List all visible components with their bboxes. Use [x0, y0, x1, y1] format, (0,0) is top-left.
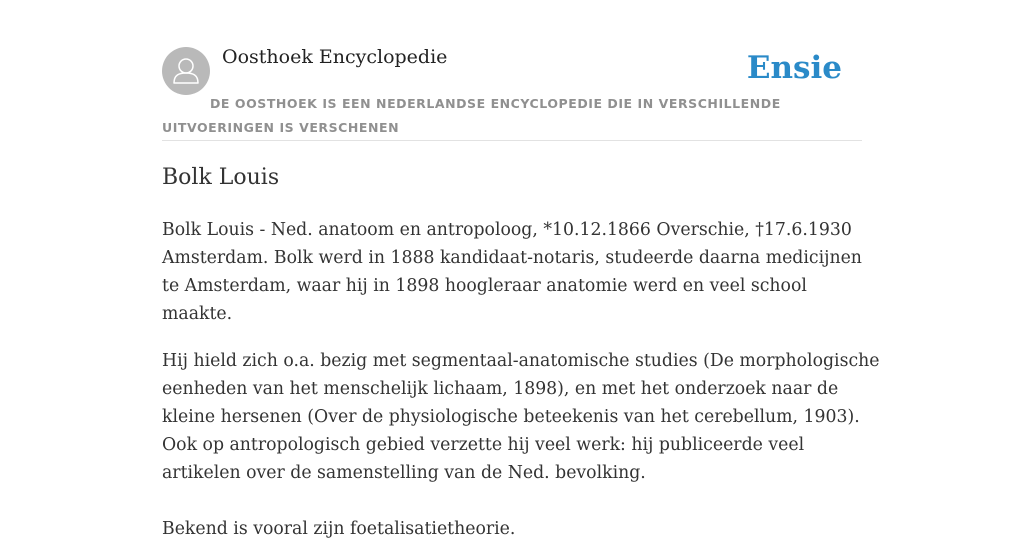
- article-title: Bolk Louis: [162, 165, 280, 190]
- brand-logo[interactable]: Ensie: [746, 50, 842, 86]
- site-tagline: DE OOSTHOEK IS EEN NEDERLANDSE ENCYCLOPEDIE DIE IN VERSCHILLENDE UITVOERINGEN IS VERSCHENEN: [162, 96, 781, 135]
- site-header: [162, 40, 862, 141]
- article-paragraph: Bekend is vooral zijn foetalisatietheorie.: [162, 519, 516, 539]
- article-paragraph: Hij hield zich o.a. bezig met segmentaal-anatomische studies (De morphologische eenheden van het menschelijk lichaam, 1898), en met het onderzoek naar de kleine hersenen (Over de physiologische beteekenis van het cerebellum, 1903). Ook op antropologisch gebied verzette hij veel werk: hij publiceerde veel artikelen over de samenstelling van de Ned. bevolking.: [162, 351, 880, 483]
- article: [162, 160, 882, 543]
- article-paragraph: Bolk Louis - Ned. anatoom en antropoloog, *10.12.1866 Overschie, †17.6.1930 Amsterdam. Bolk werd in 1888 kandidaat-notaris, studeerde daarna medicijnen te Amsterdam, waar hij in 1898 hoogleraar anatomie werd en veel school maakte.: [162, 220, 862, 324]
- avatar[interactable]: [162, 47, 210, 95]
- site-name[interactable]: Oosthoek Encyclopedie: [222, 46, 448, 68]
- user-icon: [162, 47, 210, 95]
